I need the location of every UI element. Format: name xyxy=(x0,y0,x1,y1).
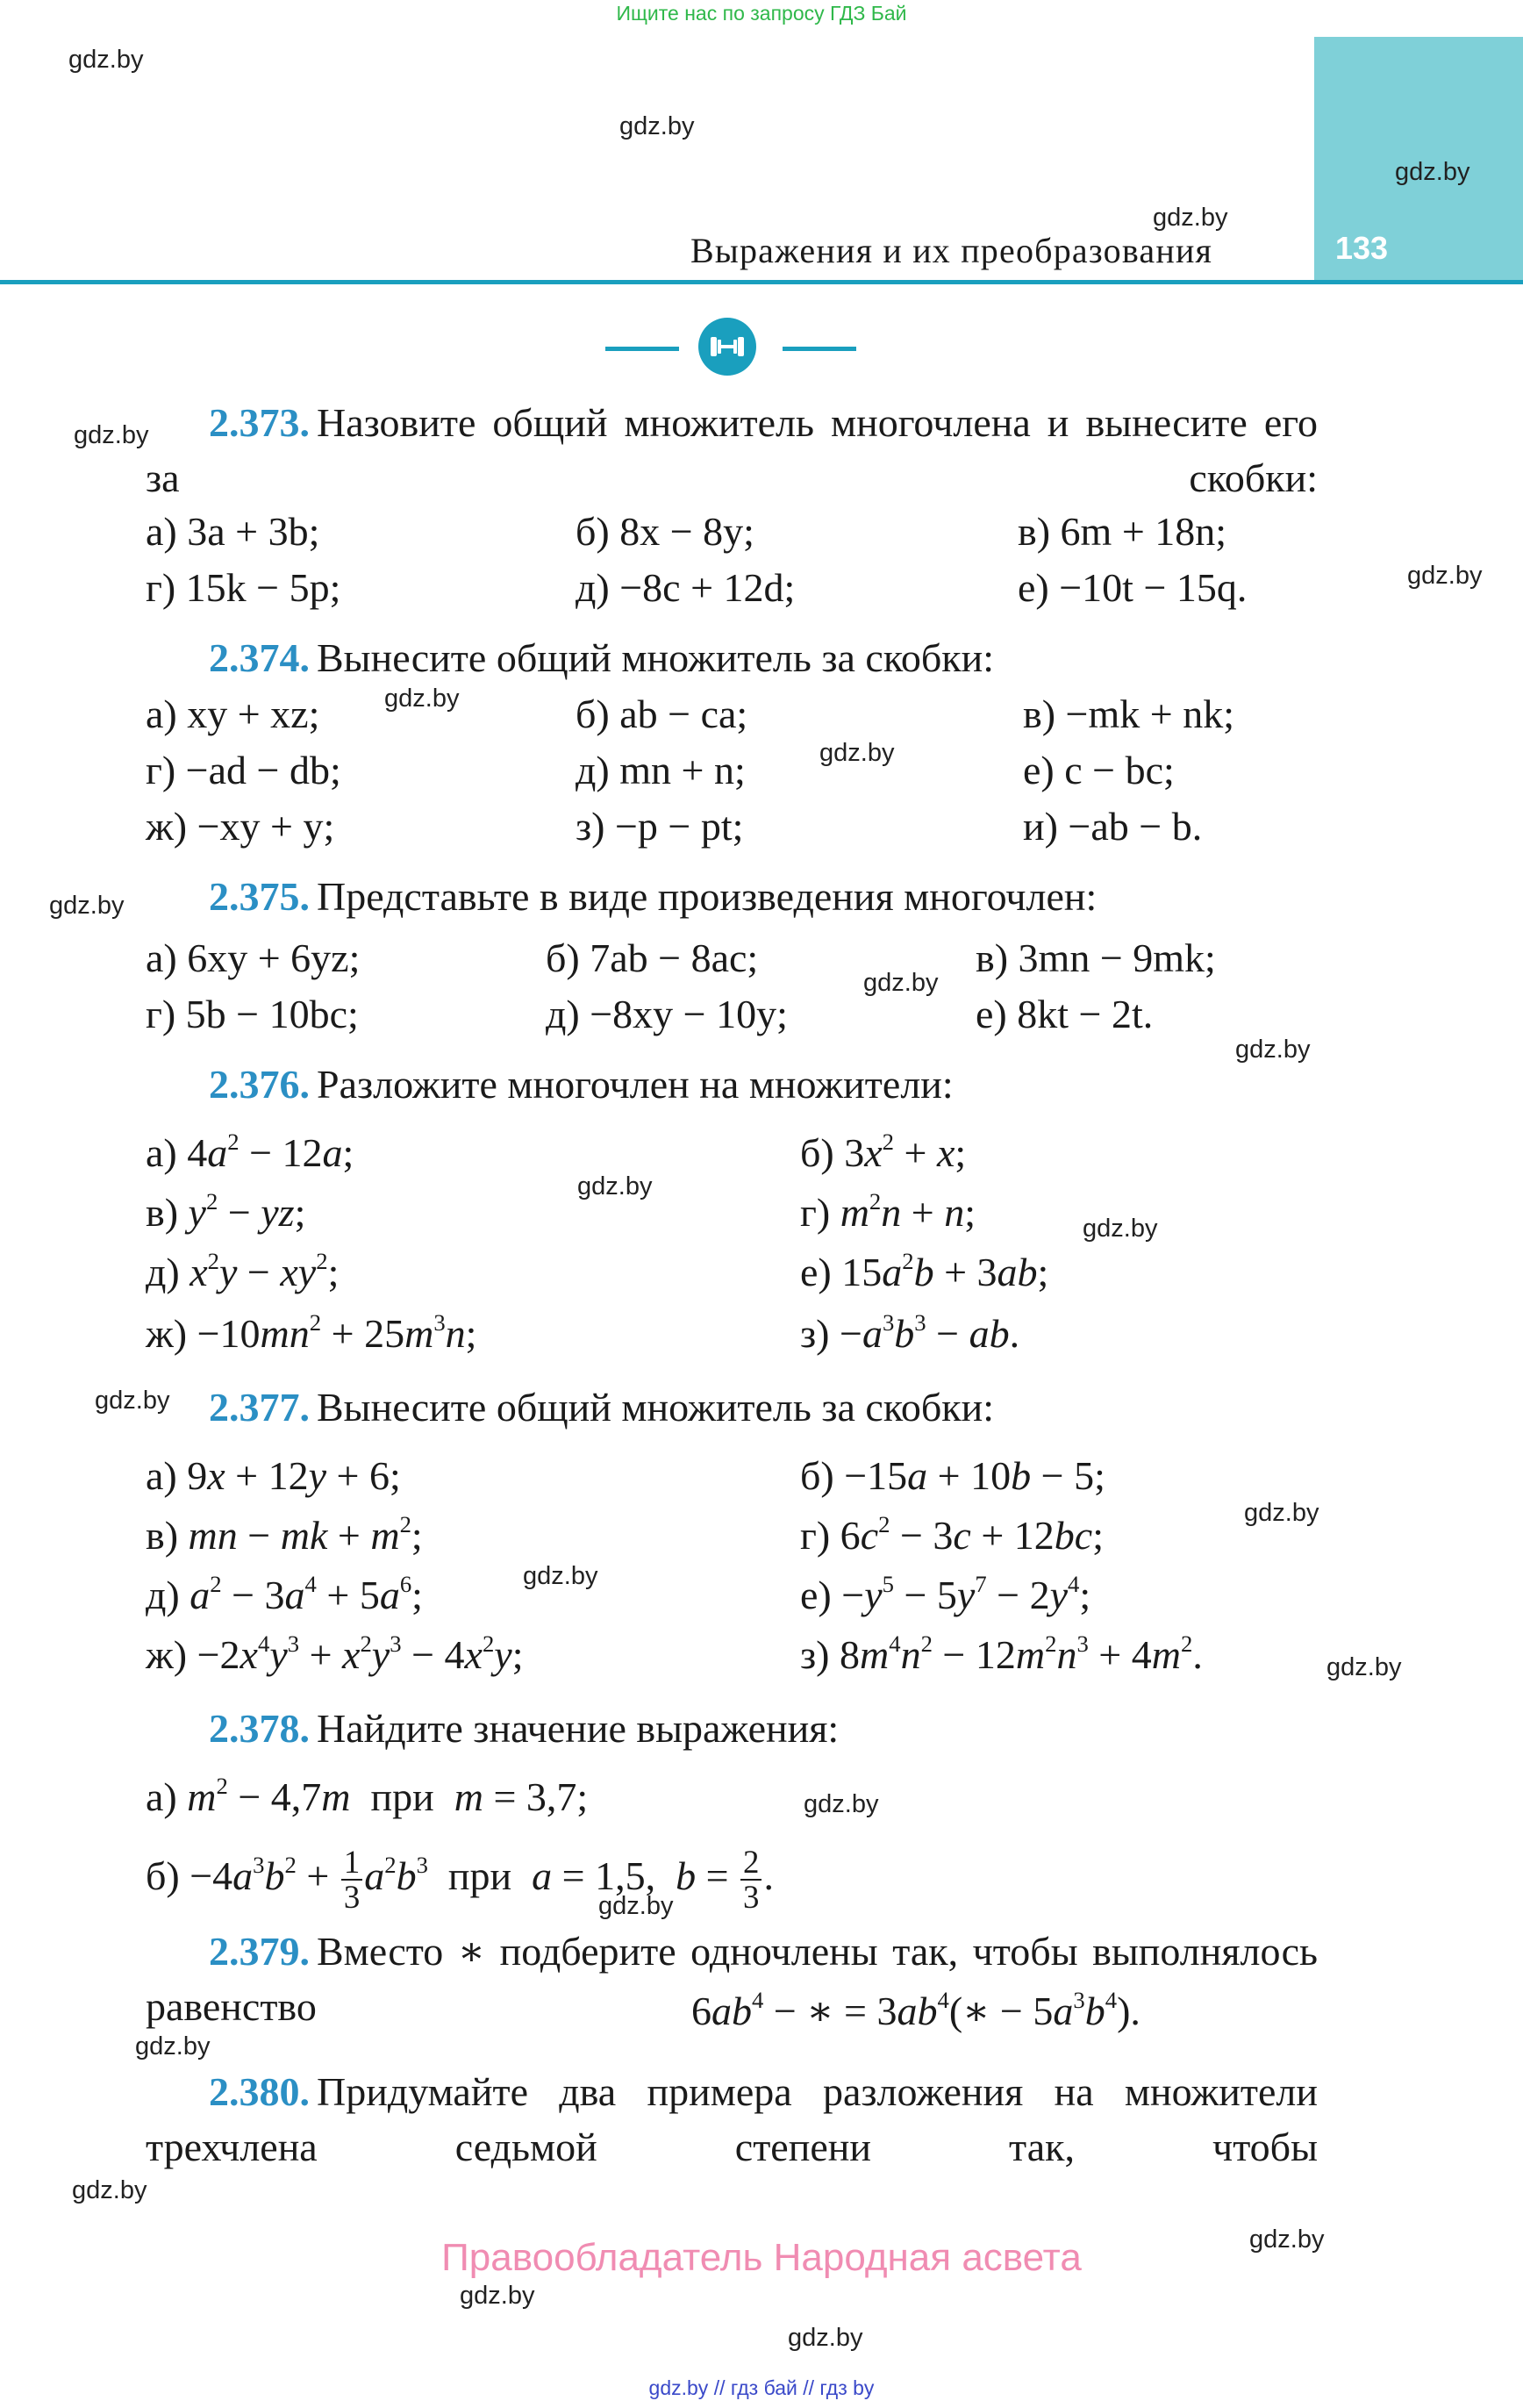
problem-number: 2.374. xyxy=(209,635,310,680)
answer-item: $е) -y^5 - 5y^7 - 2y^4$; xyxy=(800,1570,1091,1617)
answer-item: в) −mk + nk; xyxy=(1023,692,1234,736)
answer-item: г) $m^2n + n$; xyxy=(800,1187,976,1235)
section-divider-left xyxy=(605,347,679,351)
problem-2375 xyxy=(209,869,1381,924)
answer-item: б) $3x^2 + x$; xyxy=(800,1128,967,1175)
answer-item: в) mn − mk + $m^2$; xyxy=(146,1510,423,1558)
problem-number: 2.378. xyxy=(209,1706,310,1751)
problem-2377-row-1 xyxy=(146,1448,1318,1504)
problem-2377-row-2 xyxy=(146,1508,1318,1564)
problem-text: Вынесите общий множитель за скобки: xyxy=(317,635,994,680)
answer-item: б) 8x − 8y; xyxy=(576,509,754,554)
answer-item: в) 3mn − 9mk; xyxy=(976,935,1216,980)
answer-item: е) 8kt − 2t. xyxy=(976,992,1154,1036)
answer-item: е) $15a^2b + 3ab$; xyxy=(800,1247,1049,1294)
problem-number: 2.377. xyxy=(209,1385,310,1430)
answer-item: з) $8m^4n^2 - 12m^2n^3 + 4m^2$. xyxy=(800,1630,1203,1677)
watermark: gdz.by xyxy=(1083,1215,1158,1243)
watermark: gdz.by xyxy=(598,1892,674,1920)
problem-2373-row-1 xyxy=(146,504,1318,560)
problem-2378-row-1 xyxy=(146,1769,1318,1825)
answer-item: а) $4a^2 - 12a$; xyxy=(146,1128,354,1175)
watermark: gdz.by xyxy=(577,1172,653,1200)
answer-item: в) $y^2$ − yz; xyxy=(146,1187,306,1235)
problem-number: 2.373. xyxy=(209,400,310,445)
bottom-links[interactable]: gdz.by // гдз бай // гдз by xyxy=(648,2376,875,2399)
fraction: $\frac{1}{3}$ xyxy=(341,1845,362,1915)
watermark: gdz.by xyxy=(1235,1036,1311,1064)
problem-text: Вынесите общий множитель за скобки: xyxy=(317,1385,994,1430)
answer-item: а) 3a + 3b; xyxy=(146,509,320,554)
dumbbell-icon xyxy=(698,318,756,376)
problem-2374-row-1 xyxy=(146,686,1318,742)
section-divider-right xyxy=(783,347,856,351)
watermark: gdz.by xyxy=(1326,1653,1402,1681)
answer-item: д) mn + n; xyxy=(576,748,746,792)
answer-item: е) c − bc; xyxy=(1023,748,1175,792)
problem-2376-row-2 xyxy=(146,1185,1318,1241)
watermark: gdz.by xyxy=(95,1387,170,1415)
answer-item: а) xy + xz; xyxy=(146,692,320,736)
top-search-link[interactable]: Ищите нас по запросу ГДЗ Бай xyxy=(616,2,907,25)
problem-text: Разложите многочлен на множители: xyxy=(317,1062,954,1107)
watermark: gdz.by xyxy=(819,739,895,767)
problem-text: Найдите значение выражения: xyxy=(317,1706,840,1751)
watermark: gdz.by xyxy=(74,421,149,449)
problem-2378-row-2 xyxy=(146,1839,1318,1916)
watermark: gdz.by xyxy=(1153,204,1228,232)
watermark: gdz.by xyxy=(384,684,460,713)
answer-item: д) −8xy − 10y; xyxy=(546,992,788,1036)
problem-2377-row-3 xyxy=(146,1567,1318,1623)
watermark: gdz.by xyxy=(68,46,144,74)
answer-item: и) −ab − b. xyxy=(1023,804,1203,849)
problem-2377-row-4 xyxy=(146,1627,1318,1683)
problem-text: Назовите общий множитель многочлена и вынесите его за скобки: xyxy=(146,400,1318,500)
answer-item: г) 15k − 5p; xyxy=(146,565,341,610)
problem-2376 xyxy=(209,1057,1381,1112)
problem-number: 2.380. xyxy=(209,2069,310,2114)
problem-2377 xyxy=(209,1380,1381,1435)
problem-2376-row-1 xyxy=(146,1125,1318,1181)
watermark: gdz.by xyxy=(460,2282,535,2310)
answer-item: ж) −xy + y; xyxy=(146,804,335,849)
problem-2378 xyxy=(209,1701,1381,1756)
answer-item: е) −10t − 15q. xyxy=(1018,565,1248,610)
answer-item: $б) -4a^3b^2$ + $\frac{1}{3}$ $a^2b^3$ при a = 1,5, b = $\frac{2}{3}$ . xyxy=(146,1843,774,1916)
problem-text: Представьте в виде произведения многочлен: xyxy=(317,874,1098,919)
answer-item: а) 6xy + 6yz; xyxy=(146,935,361,980)
problem-2373 xyxy=(146,395,1318,505)
page-number: 133 xyxy=(1335,230,1389,266)
problem-2380 xyxy=(146,2064,1318,2175)
problem-2374-row-3 xyxy=(146,799,1318,855)
answer-item: $ж) -10mn^2 + 25m^3n$; xyxy=(146,1308,477,1356)
problem-2376-row-4 xyxy=(146,1306,1318,1362)
watermark: gdz.by xyxy=(804,1790,879,1818)
fraction: $\frac{2}{3}$ xyxy=(740,1845,762,1915)
answer-item: б) ab − ca; xyxy=(576,692,748,736)
answer-item: г) $6c^2 - 3c + 12bc$; xyxy=(800,1510,1104,1558)
problem-number: 2.379. xyxy=(209,1929,310,1974)
watermark: gdz.by xyxy=(788,2324,863,2352)
problem-text: Вместо ∗ подберите одночлены так, чтобы выполнялось равенство xyxy=(146,1929,1318,2029)
answer-item: в) 6m + 18n; xyxy=(1018,509,1227,554)
watermark: gdz.by xyxy=(49,892,125,920)
problem-2374-row-2 xyxy=(146,742,1318,799)
chapter-title: Выражения и их преобразования xyxy=(690,231,1213,270)
problem-text: Придумайте два примера разложения на множители трехчлена седьмой степени так, чтобы xyxy=(146,2069,1318,2169)
problem-2373-row-2 xyxy=(146,560,1318,616)
watermark: gdz.by xyxy=(1244,1499,1319,1527)
watermark: gdz.by xyxy=(523,1562,598,1590)
watermark: gdz.by xyxy=(1407,562,1483,590)
problem-2375-row-1 xyxy=(146,930,1318,986)
header-divider xyxy=(0,280,1523,284)
problem-2379-equation: $6ab^4$ − ∗ = $3ab^4(∗ - 5a^3b^4)$. xyxy=(691,1986,1140,2033)
answer-item: а) $m^2 - 4,7m$ при m = 3,7; xyxy=(146,1772,589,1819)
answer-item: д) $a^2 - 3a^4 + 5a^6$; xyxy=(146,1570,423,1617)
answer-item: а) 9x + 12y + 6; xyxy=(146,1453,401,1498)
problem-number: 2.376. xyxy=(209,1062,310,1107)
answer-item: г) −ad − db; xyxy=(146,748,341,792)
answer-item: б) 7ab − 8ac; xyxy=(546,935,759,980)
watermark: gdz.by xyxy=(135,2032,211,2060)
answer-item: б) −15a + 10b − 5; xyxy=(800,1453,1105,1498)
watermark: gdz.by xyxy=(619,112,695,140)
answer-item: д) −8c + 12d; xyxy=(576,565,796,610)
watermark: gdz.by xyxy=(72,2176,147,2204)
problem-number: 2.375. xyxy=(209,874,310,919)
answer-item: г) 5b − 10bc; xyxy=(146,992,359,1036)
answer-item: $ж) -2x^4y^3 + x^2y^3 - 4x^2y$; xyxy=(146,1630,524,1677)
copyright-footer: Правообладатель Народная асвета xyxy=(441,2236,1082,2279)
watermark: gdz.by xyxy=(1249,2225,1325,2254)
problem-2375-row-2 xyxy=(146,986,1318,1043)
answer-item: з) −p − pt; xyxy=(576,804,744,849)
answer-item: $з) -a^3b^3$ − ab. xyxy=(800,1308,1020,1356)
problem-2374 xyxy=(209,630,1381,685)
answer-item: д) $x^2y - xy^2$; xyxy=(146,1247,340,1294)
watermark: gdz.by xyxy=(1395,158,1470,186)
problem-2376-row-3 xyxy=(146,1244,1318,1301)
watermark: gdz.by xyxy=(863,969,939,997)
